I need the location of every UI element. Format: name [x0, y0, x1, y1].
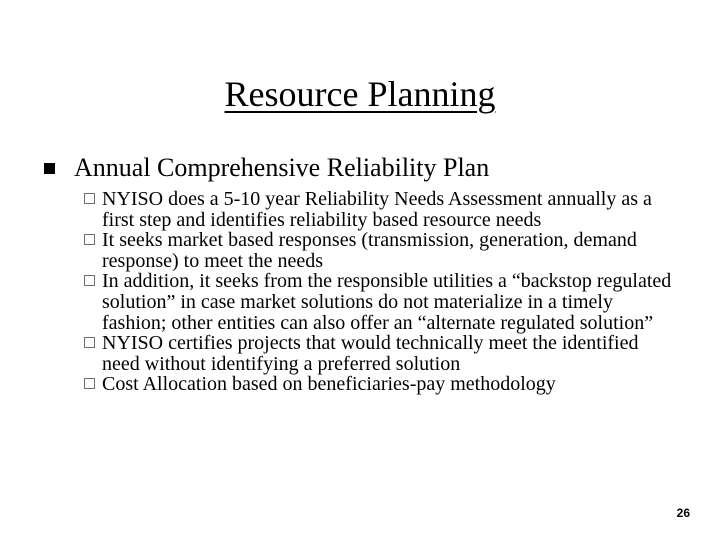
hollow-square-bullet-icon [84, 234, 95, 245]
main-bullet-text: Annual Comprehensive Reliability Plan [74, 153, 490, 182]
sub-bullet-text: In addition, it seeks from the responsible utilities a “backstop regulated solution” in case market solutions do not materialize in a timely fashion; other entities can also offer an “alternate regulated solution” [102, 270, 672, 334]
hollow-square-bullet-icon [84, 275, 95, 286]
list-item [84, 374, 674, 395]
square-bullet-icon [44, 163, 55, 174]
sub-bullet-text: Cost Allocation based on beneficiaries-pay methodology [102, 373, 556, 396]
hollow-square-bullet-icon [84, 337, 95, 348]
sub-bullet-text: NYISO certifies projects that would technically meet the identified need without identifying a preferred solution [102, 332, 639, 375]
list-item [84, 271, 674, 333]
page-number: 26 [676, 506, 690, 520]
list-item [84, 230, 674, 271]
sub-bullet-list [84, 189, 674, 395]
list-item [84, 333, 674, 374]
sub-bullet-text: NYISO does a 5-10 year Reliability Needs Assessment annually as a first step and identifies reliability based resource needs [102, 188, 652, 231]
hollow-square-bullet-icon [84, 193, 95, 204]
hollow-square-bullet-icon [84, 378, 95, 389]
sub-bullet-text: It seeks market based responses (transmission, generation, demand response) to meet the needs [102, 229, 637, 272]
slide-title: Resource Planning [224, 74, 496, 114]
list-item [84, 189, 674, 230]
